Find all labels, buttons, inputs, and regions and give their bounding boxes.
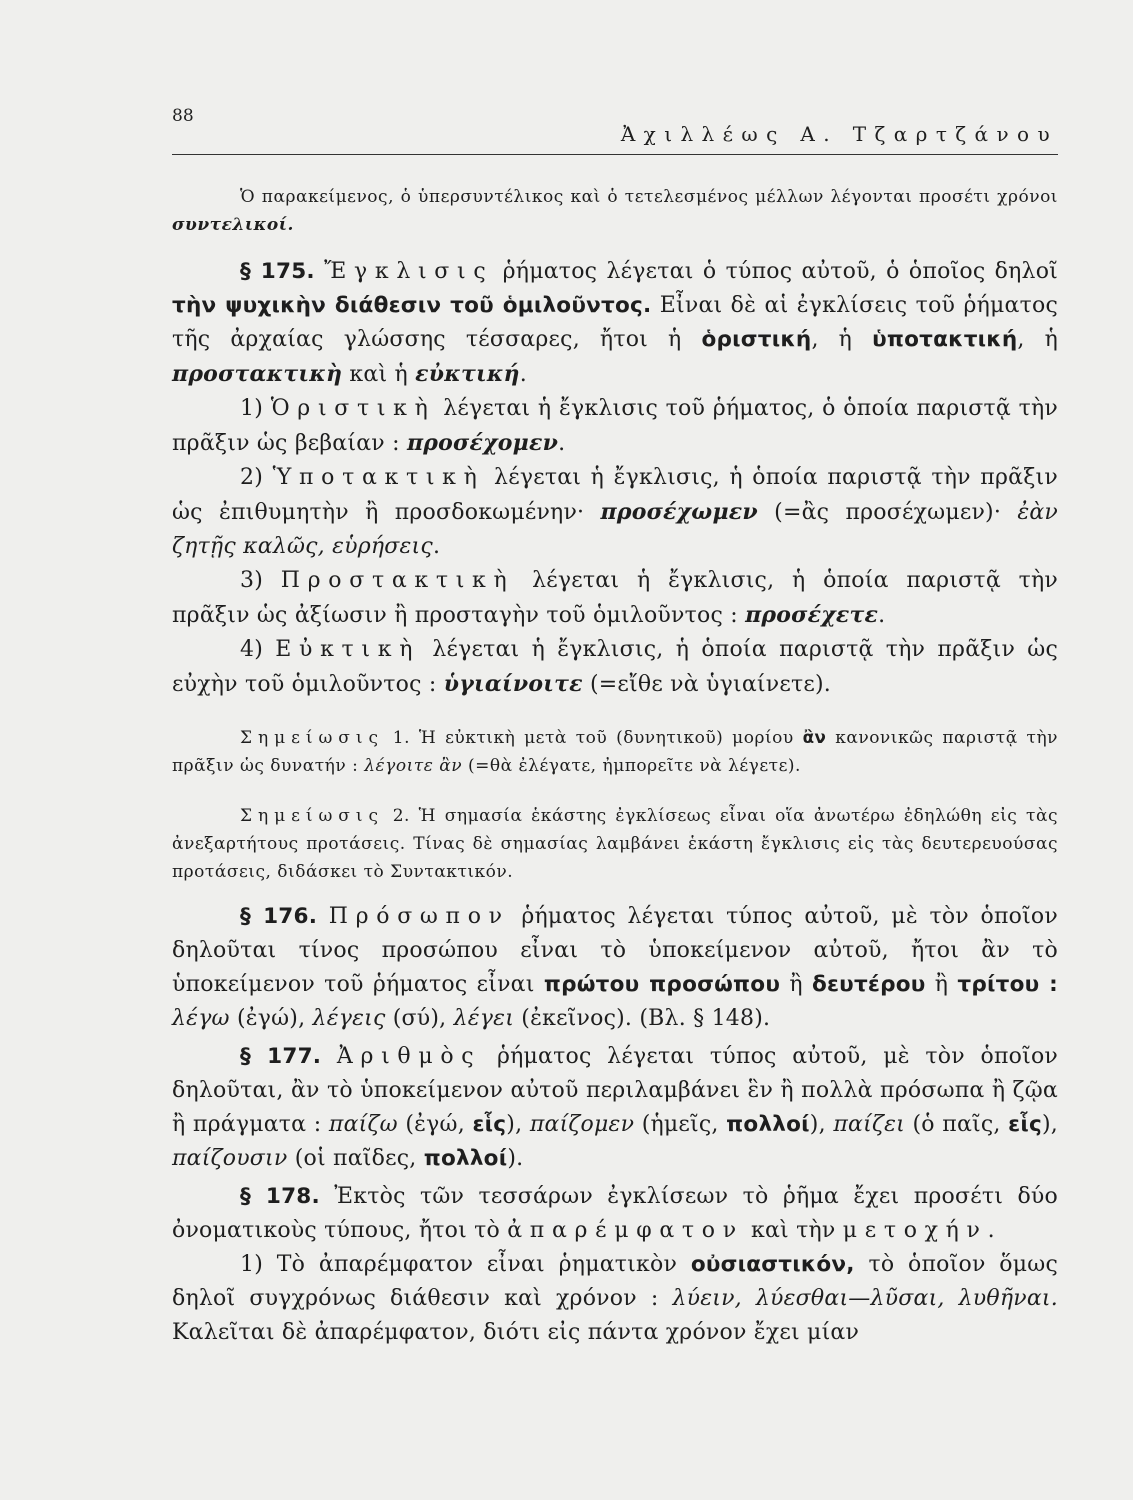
book-page <box>172 100 1058 1350</box>
mood-prostaktiki: προστακτικὴ <box>172 361 343 387</box>
note-2: Σημείωσις 2. Ἡ σημασία ἑκάστης ἐγκλίσεως εἶναι οἵα ἀνωτέρω ἐδηλώθη εἰς τὰς ἀνεξαρτήτους προτάσεις. Τίνας δὲ σημασίας λαμβάνει ἑκάστη ἔγκλισις εἰς τὰς δευτερευούσας προτάσεις, διδάσκει τὸ Συντακτικόν. <box>172 806 1058 882</box>
example: ὑγιαίνοιτε <box>443 671 583 697</box>
definition-bold: τὴν ψυχικὴν διάθεσιν τοῦ ὁμιλοῦντος. <box>172 293 652 318</box>
note-1: Σημείωσις 1. Ἡ εὐκτικὴ μετὰ τοῦ (δυνητικοῦ) μορίου ἂν κανονικῶς παριστᾷ τὴν πρᾶξιν ὡς δυνατήν : λέγοιτε ἂν (=θὰ ἐλέγατε, ἠμπορεῖτε νὰ λέγετε). <box>172 728 1058 776</box>
term-metochi: μετοχήν <box>842 1218 988 1243</box>
example: λέγοιτε ἂν <box>364 756 463 776</box>
note-label: Σημείωσις <box>240 806 384 826</box>
example: ἐὰν ζητῇς καλῶς, εὑρήσεις <box>172 500 1059 559</box>
mood-term: Ὑποτακτικὴ <box>272 465 485 490</box>
term-enklisis: Ἔγκλισις <box>324 259 494 284</box>
page-header <box>172 100 1058 155</box>
page-number: 88 <box>172 106 194 126</box>
section-178: § 178. Ἐκτὸς τῶν τεσσάρων ἐγκλίσεων τὸ ῥῆμα ἔχει προσέτι δύο ὀνοματικοὺς τύπους, ἤτοι τὸ ἀπαρέμφατον καὶ τὴν μετοχήν. <box>172 1184 1058 1243</box>
section-number: § 176. <box>240 904 318 929</box>
mood-item-1: 1) Ὁριστικὴ λέγεται ἡ ἔγκλισις τοῦ ῥήματος, ὁ ὁποία παριστᾷ τὴν πρᾶξιν ὡς βεβαίαν : προσέχομεν. <box>172 396 1058 456</box>
mood-item-4: 4) Εὐκτικὴ λέγεται ἡ ἔγκλισις, ἡ ὁποία παριστᾷ τὴν πρᾶξιν ὡς εὐχὴν τοῦ ὁμιλοῦντος : ὑγιαίνοιτε (=εἴθε νὰ ὑγιαίνετε). <box>172 637 1058 697</box>
example: προσέχετε <box>745 602 879 628</box>
section-number: § 178. <box>240 1184 320 1209</box>
particle-an: ἂν <box>802 728 827 747</box>
example: προσέχωμεν <box>600 499 758 525</box>
mood-term: Ὁριστικὴ <box>270 396 436 421</box>
section-177: § 177. Ἀριθμὸς ῥήματος λέγεται τύπος αὐτοῦ, μὲ τὸν ὁποῖον δηλοῦται, ἂν τὸ ὑποκείμενον αὐτοῦ περιλαμβάνει ἓν ἢ πολλὰ πρόσωπα ἢ ζῷα ἢ πράγματα : παίζω (ἐγώ, εἷς), παίζομεν (ἡμεῖς, πολλοί), παίζει (ὁ παῖς, εἷς), παίζουσιν (οἱ παῖδες, πολλοί). <box>172 1044 1059 1171</box>
intro-paragraph: Ὁ παρακείμενος, ὁ ὑπερσυντέλικος καὶ ὁ τετελεσμένος μέλλων λέγονται προσέτι χρόνοι συντελικοί. <box>172 187 1058 235</box>
term-prosopon: Πρόσωπον <box>328 904 510 929</box>
mood-oristiki: ὁριστική <box>701 327 812 352</box>
example: προσέχομεν <box>406 430 559 456</box>
section-number: § 175. <box>240 259 315 284</box>
mood-item-3: 3) Προστακτικὴ λέγεται ἡ ἔγκλισις, ἡ ὁποία παριστᾷ τὴν πρᾶξιν ὡς ἀξίωσιν ἢ προσταγὴν τοῦ ὁμιλοῦντος : προσέχετε. <box>172 568 1059 628</box>
section-number: § 177. <box>240 1044 322 1069</box>
mood-item-2: 2) Ὑποτακτικὴ λέγεται ἡ ἔγκλισις, ἡ ὁποία παριστᾷ τὴν πρᾶξιν ὡς ἐπιθυμητὴν ἢ προσδοκωμένην· προσέχωμεν (=ἂς προσέχωμεν)· ἐὰν ζητῇς καλῶς, εὑρήσεις. <box>172 465 1059 559</box>
mood-ypotaktiki: ὑποτακτική <box>872 327 1018 352</box>
term-arithmos: Ἀριθμὸς <box>336 1044 482 1069</box>
term-syntelikoi: συντελικοί. <box>172 215 294 235</box>
section-178-item-1: 1) Τὸ ἀπαρέμφατον εἶναι ῥηματικὸν οὐσιαστικόν, τὸ ὁποῖον ὅμως δηλοῖ συγχρόνως διάθεσιν καὶ χρόνον : λύειν, λύεσθαι—λῦσαι, λυθῆναι. Καλεῖται δὲ ἀπαρέμφατον, διότι εἰς πάντα χρόνον ἔχει μίαν <box>172 1252 1058 1345</box>
section-176: § 176. Πρόσωπον ῥήματος λέγεται τύπος αὐτοῦ, μὲ τὸν ὁποῖον δηλοῦται τίνος προσώπου εἶναι τὸ ὑποκείμενον αὐτοῦ, ἤτοι ἂν τὸ ὑποκείμενον τοῦ ῥήματος εἶναι πρώτου προσώπου ἢ δευτέρου ἢ τρίτου : λέγω (ἐγώ), λέγεις (σύ), λέγει (ἐκεῖνος). (Βλ. § 148). <box>172 904 1058 1031</box>
section-175: § 175. Ἔγκλισις ῥήματος λέγεται ὁ τύπος αὐτοῦ, ὁ ὁποῖος δηλοῖ τὴν ψυχικὴν διάθεσιν τοῦ ὁμιλοῦντος. Εἶναι δὲ αἱ ἐγκλίσεις τοῦ ῥήματος τῆς ἀρχαίας γλώσσης τέσσαρες, ἤτοι ἡ ὁριστική, ἡ ὑποτακτική, ἡ προστακτικὴ καὶ ἡ εὐκτική. <box>172 259 1059 387</box>
running-head: Ἀχιλλέως Α. Τζαρτζάνου <box>620 122 1058 146</box>
mood-term: Προστακτικὴ <box>280 568 515 593</box>
note-label: Σημείωσις <box>240 728 384 748</box>
term-aparemfaton: ἀπαρέμφατον <box>507 1218 744 1243</box>
mood-term: Εὐκτικὴ <box>275 637 421 662</box>
mood-eyktiki: εὐκτική <box>415 361 520 387</box>
